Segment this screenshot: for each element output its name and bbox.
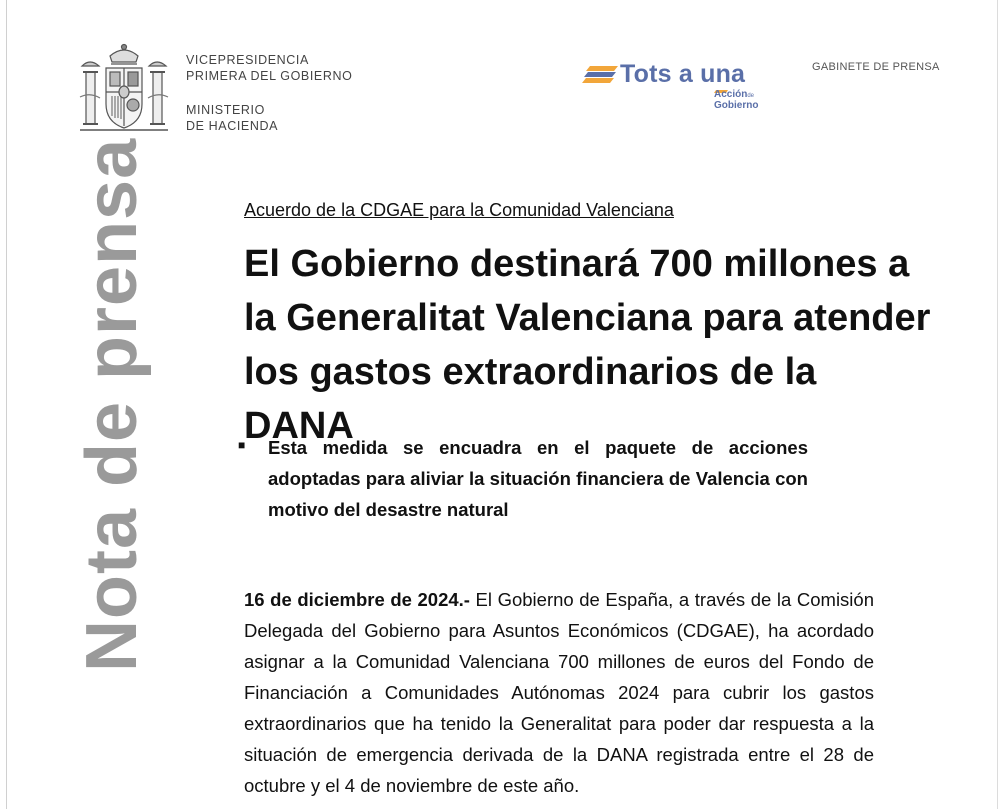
coat-of-arms-icon bbox=[78, 42, 170, 138]
page-left-edge bbox=[6, 0, 7, 809]
summary-bullet-text: Esta medida se encuadra en el paquete de acciones adoptadas para aliviar la situación financiera de Valencia con motivo del desastre natural bbox=[268, 437, 808, 520]
ministry-line: PRIMERA DEL GOBIERNO bbox=[186, 69, 353, 83]
ministry-line: VICEPRESIDENCIA bbox=[186, 53, 309, 67]
bullet-square-icon: ■ bbox=[238, 438, 246, 452]
ministry-line: MINISTERIO bbox=[186, 103, 265, 117]
campaign-sub-1: Acción bbox=[714, 89, 748, 100]
press-office-label: GABINETE DE PRENSA bbox=[812, 61, 940, 73]
article-body-text: El Gobierno de España, a través de la Comisión Delegada del Gobierno para Asuntos Económicos (CDGAE), ha acordado asignar a la Comunidad Valenciana 700 millones de euros del Fondo de Financiación a Comunidades Autónomas 2024 para cubrir los gastos extraordinarios que ha tenido la Generalitat para poder dar respuesta a la situación de emergencia derivada de la DANA registrada entre el 28 de octubre y el 4 de noviembre de este año. bbox=[244, 589, 874, 796]
ministry-name-block bbox=[186, 52, 352, 134]
summary-bullet bbox=[238, 432, 808, 525]
article-headline: El Gobierno destinará 700 millones a la Generalitat Valenciana para atender los gastos extraordinarios de la DANA bbox=[244, 243, 931, 447]
article-date: 16 de diciembre de 2024.- bbox=[244, 589, 470, 610]
page-right-edge bbox=[997, 0, 998, 809]
article-body bbox=[244, 584, 874, 801]
press-release-side-label: Nota de prensa bbox=[72, 137, 152, 672]
campaign-subtitle bbox=[714, 90, 768, 111]
campaign-sub-2: Gobierno bbox=[714, 100, 759, 111]
article-subtitle: Acuerdo de la CDGAE para la Comunidad Valenciana bbox=[244, 200, 674, 220]
campaign-sub-de: de bbox=[747, 93, 755, 99]
ministry-line: DE HACIENDA bbox=[186, 119, 279, 133]
campaign-title: Tots a una bbox=[620, 60, 746, 88]
